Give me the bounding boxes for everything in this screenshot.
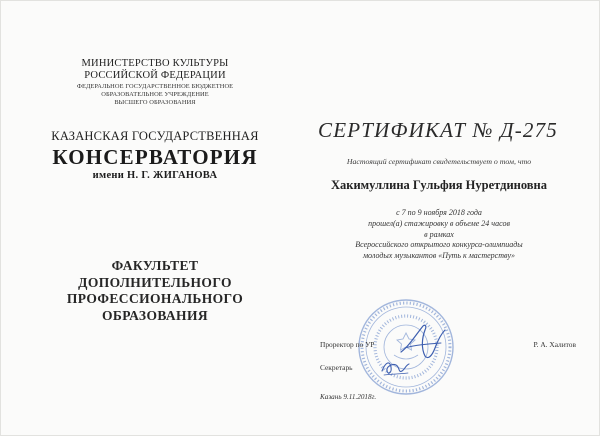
secretary-role: Секретарь: [320, 363, 353, 372]
org-name-line-1: КАЗАНСКАЯ ГОСУДАРСТВЕННАЯ: [51, 129, 259, 143]
issuer-block: [40, 58, 270, 181]
prorector-role: Проректор по УР: [320, 340, 375, 349]
issue-date: Казань 9.11.2018г.: [320, 393, 377, 401]
institution-line: ВЫСШЕГО ОБРАЗОВАНИЯ: [114, 99, 196, 106]
institution-line: ФЕДЕРАЛЬНОЕ ГОСУДАРСТВЕННОЕ БЮДЖЕТНОЕ: [76, 83, 234, 90]
detail-line: Всероссийского открытого конкурса-олимпиады: [355, 240, 523, 250]
detail-line: молодых музыкантов «Путь к мастерству»: [362, 251, 516, 261]
detail-line: с 7 по 9 ноября 2018 года: [396, 208, 482, 217]
faculty-line: ФАКУЛЬТЕТ: [111, 258, 199, 273]
detail-line: в рамках: [424, 229, 454, 239]
secretary-signature-icon: [378, 355, 412, 379]
faculty-line: ОБРАЗОВАНИЯ: [101, 307, 209, 323]
certificate-details: [300, 208, 578, 262]
detail-line: прошел(а) стажировку в объеме 24 часов: [368, 218, 510, 228]
org-name-line-2: КОНСЕРВАТОРИЯ: [52, 145, 258, 169]
faculty-block: [40, 258, 270, 324]
certificate-title: СЕРТИФИКАТ № Д-275: [318, 118, 558, 142]
certificate-intro: Настоящий сертификат свидетельствует о том, что: [346, 157, 532, 166]
ministry-line-2: РОССИЙСКОЙ ФЕДЕРАЦИИ: [84, 70, 226, 81]
ministry-line-1: МИНИСТЕРСТВО КУЛЬТУРЫ: [81, 58, 229, 69]
faculty-line: ПРОФЕССИОНАЛЬНОГО: [66, 291, 244, 306]
org-name-line-3: имени Н. Г. ЖИГАНОВА: [92, 170, 218, 181]
faculty-line: ДОПОЛНИТЕЛЬНОГО: [78, 274, 232, 290]
institution-line: ОБРАЗОВАТЕЛЬНОЕ УЧРЕЖДЕНИЕ: [101, 91, 209, 98]
recipient-name: Хакимуллина Гульфия Нуретдиновна: [330, 178, 548, 192]
institution-type: [40, 83, 270, 107]
prorector-name: Р. А. Халитов: [533, 340, 576, 349]
